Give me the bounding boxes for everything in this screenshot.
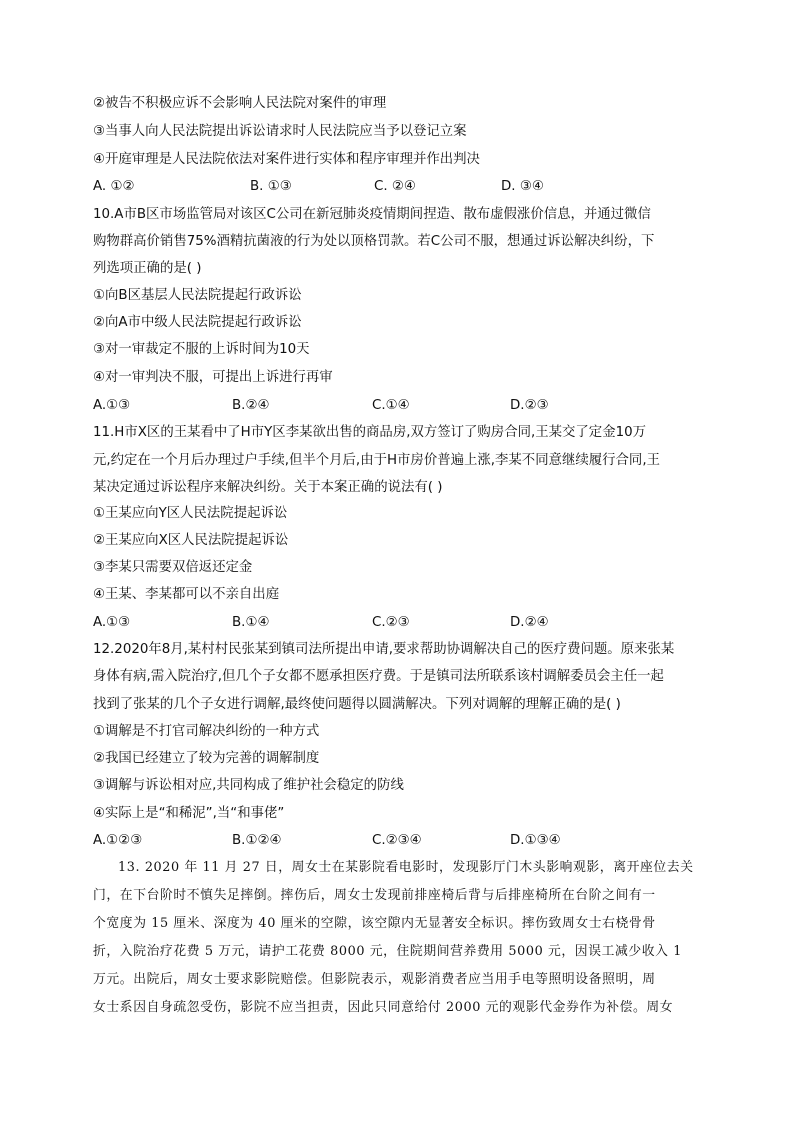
question-stem-line: 元,约定在一个月后办理过户手续,但半个月后,由于H市房价普遍上涨,李某不同意继续履行合同,王 [93,453,660,468]
statement-2: ②王某应向X区人民法院提起诉讼 [93,533,289,548]
option-a: A.①③ [93,398,131,413]
option-c: C. ②④ [374,179,416,194]
question-stem-line: 列选项正确的是( ) [93,261,202,276]
statement-4: ④开庭审理是人民法院依法对案件进行实体和程序审理并作出判决 [93,152,480,167]
question-stem-line: 身体有病,需入院治疗,但几个子女都不愿承担医疗费。于是镇司法所联系该村调解委员会主任一起 [93,669,664,684]
answer-options [93,614,713,632]
option-d: D. ③④ [501,179,544,194]
question-stem-line: 购物群高价销售75%酒精抗菌液的行为处以顶格罚款。若C公司不服，想通过诉讼解决纠纷，下 [93,234,655,249]
question-stem-line: 个宽度为 15 厘米、深度为 40 厘米的空隙，该空隙内无显著安全标识。摔伤致周女士右桡骨骨 [93,916,656,931]
option-b: B.②④ [232,398,270,413]
option-a: A. ①② [93,179,135,194]
answer-options [93,178,713,196]
question-stem-line: 万元。出院后，周女士要求影院赔偿。但影院表示，观影消费者应当用手电等照明设备照明，周 [93,972,656,987]
statement-3: ③对一审裁定不服的上诉时间为10天 [93,342,310,357]
option-c: C.②③ [372,615,410,630]
answer-options [93,832,713,850]
option-b: B.①④ [232,615,270,630]
statement-1: ①向B区基层人民法院提起行政诉讼 [93,288,302,303]
statement-4: ④王某、李某都可以不亲自出庭 [93,587,280,602]
statement-4: ④对一审判决不服，可提出上诉进行再审 [93,370,333,385]
question-stem-line: 11.H市X区的王某看中了H市Y区李某欲出售的商品房,双方签订了购房合同,王某交了定金10万 [93,425,647,440]
statement-3: ③李某只需要双倍返还定金 [93,560,253,575]
option-b: B. ①③ [250,179,292,194]
option-d: D.②③ [510,398,549,413]
option-a: A.①③ [93,615,131,630]
option-b: B.①②④ [232,833,282,848]
option-a: A.①②③ [93,833,143,848]
question-stem-line: 12.2020年8月,某村村民张某到镇司法所提出申请,要求帮助协调解决自己的医疗费问题。原来张某 [93,642,675,657]
question-stem-line: 13. 2020 年 11 月 27 日，周女士在某影院看电影时，发现影厅门木头影响观影，离开座位去关 [118,860,694,875]
statement-1: ①调解是不打官司解决纠纷的一种方式 [93,724,320,739]
option-c: C.②③④ [372,833,422,848]
question-stem-line: 女士系因自身疏忽受伤，影院不应当担责，因此只同意给付 2000 元的观影代金券作为补偿。周女 [93,1000,674,1015]
answer-options [93,397,713,415]
statement-1: ①王某应向Y区人民法院提起诉讼 [93,506,288,521]
question-stem-line: 折，入院治疗花费 5 万元，请护工花费 8000 元，住院期间营养费用 5000 元，因误工减少收入 1 [93,944,682,959]
statement-2: ②向A市中级人民法院提起行政诉讼 [93,315,302,330]
statement-2: ②被告不积极应诉不会影响人民法院对案件的审理 [93,96,387,111]
option-d: D.②④ [510,615,549,630]
question-stem-line: 找到了张某的几个子女进行调解,最终使问题得以圆满解决。下列对调解的理解正确的是( ) [93,697,621,712]
question-stem-line: 10.A市B区市场监管局对该区C公司在新冠肺炎疫情期间捏造、散布虚假涨价信息，并通过微信 [93,207,651,222]
statement-2: ②我国已经建立了较为完善的调解制度 [93,751,320,766]
option-c: C.①④ [372,398,410,413]
question-stem-line: 门，在下台阶时不慎失足摔倒。摔伤后，周女士发现前排座椅后背与后排座椅所在台阶之间有一 [93,888,656,903]
option-d: D.①③④ [510,833,561,848]
statement-3: ③当事人向人民法院提出诉讼请求时人民法院应当予以登记立案 [93,124,467,139]
statement-3: ③调解与诉讼相对应,共同构成了维护社会稳定的防线 [93,778,404,793]
statement-4: ④实际上是“和稀泥”,当“和事佬” [93,806,285,821]
question-stem-line: 某决定通过诉讼程序来解决纠纷。关于本案正确的说法有( ) [93,480,443,495]
